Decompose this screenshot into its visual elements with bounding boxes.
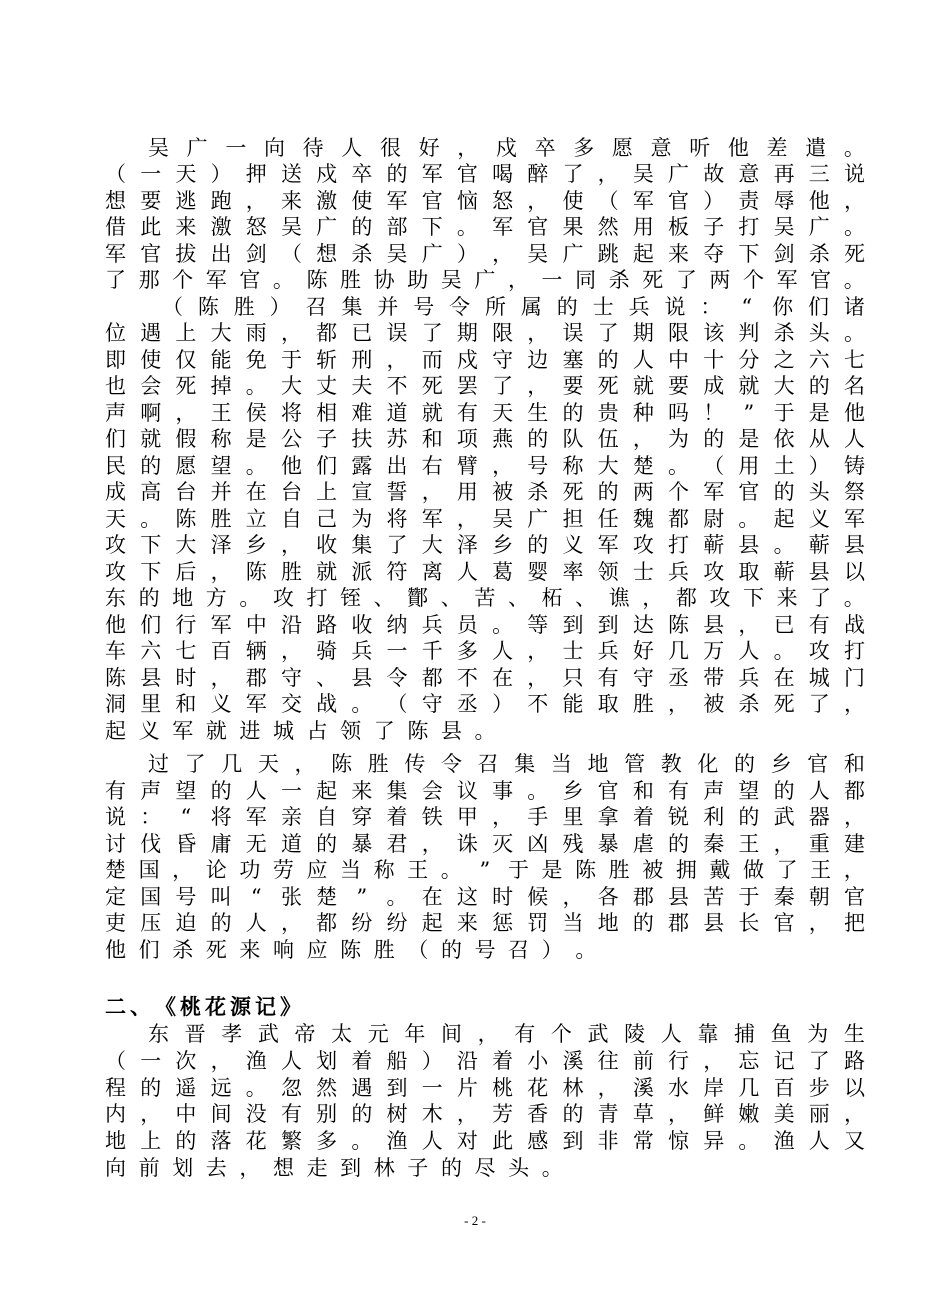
text-line: 天 。 陈 胜 立 自 己 为 将 军 ， 吴 广 担 任 魏 都 尉 。 起 义 军: [105, 507, 865, 531]
text-line: 地 上 的 落 花 繁 多 。 渔 人 对 此 感 到 非 常 惊 异 。 渔 人 又: [105, 1129, 865, 1153]
text-line: 借 此 来 激 怒 吴 广 的 部 下 。 军 官 果 然 用 板 子 打 吴 广 。: [105, 215, 865, 239]
text-line: 们 就 假 称 是 公 子 扶 苏 和 项 燕 的 队 伍 ， 为 的 是 依 从 人: [105, 427, 865, 451]
text-line: 攻 下 大 泽 乡 ， 收 集 了 大 泽 乡 的 义 军 攻 打 蕲 县 。 蕲 县: [105, 533, 865, 557]
text-line: 讨 伐 昏 庸 无 道 的 暴 君 ， 诛 灭 凶 残 暴 虐 的 秦 王 ， 重 建: [105, 832, 865, 856]
text-line: 程 的 遥 远 。 忽 然 遇 到 一 片 桃 花 林 ， 溪 水 岸 几 百 步 以: [105, 1076, 865, 1100]
text-line: 位 遇 上 大 雨 ， 都 已 误 了 期 限 ， 误 了 期 限 该 判 杀 头 。: [105, 321, 865, 345]
text-line: 车 六 七 百 辆 ， 骑 兵 一 千 多 人 ， 士 兵 好 几 万 人 。 攻 打: [105, 639, 865, 663]
text-line: 定 国 号 叫 “ 张 楚 ” 。 在 这 时 候 ， 各 郡 县 苦 于 秦 朝 官: [105, 885, 865, 909]
text-line: 有 声 望 的 人 一 起 来 集 会 议 事 。 乡 官 和 有 声 望 的 人 都: [105, 779, 865, 803]
text-line: 过 了 几 天 ， 陈 胜 传 令 召 集 当 地 管 教 化 的 乡 官 和: [148, 752, 865, 776]
text-line: 成 高 台 并 在 台 上 宣 誓 ， 用 被 杀 死 的 两 个 军 官 的 头 祭: [105, 480, 865, 504]
text-line: 也 会 死 掉 。 大 丈 夫 不 死 罢 了 ， 要 死 就 要 成 就 大 的 名: [105, 374, 865, 398]
text-line: 即 使 仅 能 免 于 斩 刑 ， 而 戍 守 边 塞 的 人 中 十 分 之 六 七: [105, 348, 865, 372]
text-line: 向 前 划 去 ， 想 走 到 林 子 的 尽 头 。: [105, 1156, 563, 1180]
text-line: （ 一 天 ） 押 送 戍 卒 的 军 官 喝 醉 了 ， 吴 广 故 意 再 三 说: [105, 162, 865, 186]
text-line: 起 义 军 就 进 城 占 领 了 陈 县 。: [105, 719, 496, 743]
page-number: - 2 -: [464, 1213, 486, 1228]
text-line: （ 一 次 ， 渔 人 划 着 船 ） 沿 着 小 溪 往 前 行 ， 忘 记 了 路: [105, 1049, 865, 1073]
text-line: 吏 压 迫 的 人 ， 都 纷 纷 起 来 惩 罚 当 地 的 郡 县 长 官 ， 把: [105, 911, 865, 935]
text-line: 楚 国 ， 论 功 劳 应 当 称 王 。 ” 于 是 陈 胜 被 拥 戴 做 了 王 ，: [105, 858, 865, 882]
text-line: 民 的 愿 望 。 他 们 露 出 右 臂 ， 号 称 大 楚 。 （ 用 土 ） 铸: [105, 454, 865, 478]
text-line: 陈 县 时 ， 郡 守 、 县 令 都 不 在 ， 只 有 守 丞 带 兵 在 城 门: [105, 666, 865, 690]
text-line: 洞 里 和 义 军 交 战 。 （ 守 丞 ） 不 能 取 胜 ， 被 杀 死 了 ，: [105, 692, 865, 716]
text-line: 他 们 杀 死 来 响 应 陈 胜 （ 的 号 召 ） 。: [105, 938, 597, 962]
text-line: 军 官 拔 出 剑 （ 想 杀 吴 广 ） ， 吴 广 跳 起 来 夺 下 剑 杀 死: [105, 242, 865, 266]
section-heading: 二 、 《 桃 花 源 记 》: [105, 994, 301, 1019]
text-line: 说 ： “ 将 军 亲 自 穿 着 铁 甲 ， 手 里 拿 着 锐 利 的 武 器 ，: [105, 805, 865, 829]
text-line: 攻 下 后 ， 陈 胜 就 派 符 离 人 葛 婴 率 领 士 兵 攻 取 蕲 县 以: [105, 560, 865, 584]
text-line: （ 陈 胜 ） 召 集 并 号 令 所 属 的 士 兵 说 ： “ 你 们 诸: [162, 295, 865, 319]
text-line: 想 要 逃 跑 ， 来 激 使 军 官 恼 怒 ， 使 （ 军 官 ） 责 辱 他 ，: [105, 189, 865, 213]
text-line: 了 那 个 军 官 。 陈 胜 协 助 吴 广 ， 一 同 杀 死 了 两 个 军 官 。: [105, 268, 865, 292]
text-line: 东 晋 孝 武 帝 太 元 年 间 ， 有 个 武 陵 人 靠 捕 鱼 为 生: [148, 1022, 865, 1046]
text-line: 东 的 地 方 。 攻 打 铚 、 酇 、 苦 、 柘 、 谯 ， 都 攻 下 来 了 。: [105, 586, 865, 610]
text-line: 他 们 行 军 中 沿 路 收 纳 兵 员 。 等 到 到 达 陈 县 ， 已 有 战: [105, 613, 865, 637]
text-line: 吴 广 一 向 待 人 很 好 ， 戍 卒 多 愿 意 听 他 差 遣 。: [148, 136, 865, 160]
text-line: 声 啊 ， 王 侯 将 相 难 道 就 有 天 生 的 贵 种 吗 ！ ” 于 是 他: [105, 401, 865, 425]
text-line: 内 ， 中 间 没 有 别 的 树 木 ， 芳 香 的 青 草 ， 鲜 嫩 美 丽 ，: [105, 1102, 865, 1126]
